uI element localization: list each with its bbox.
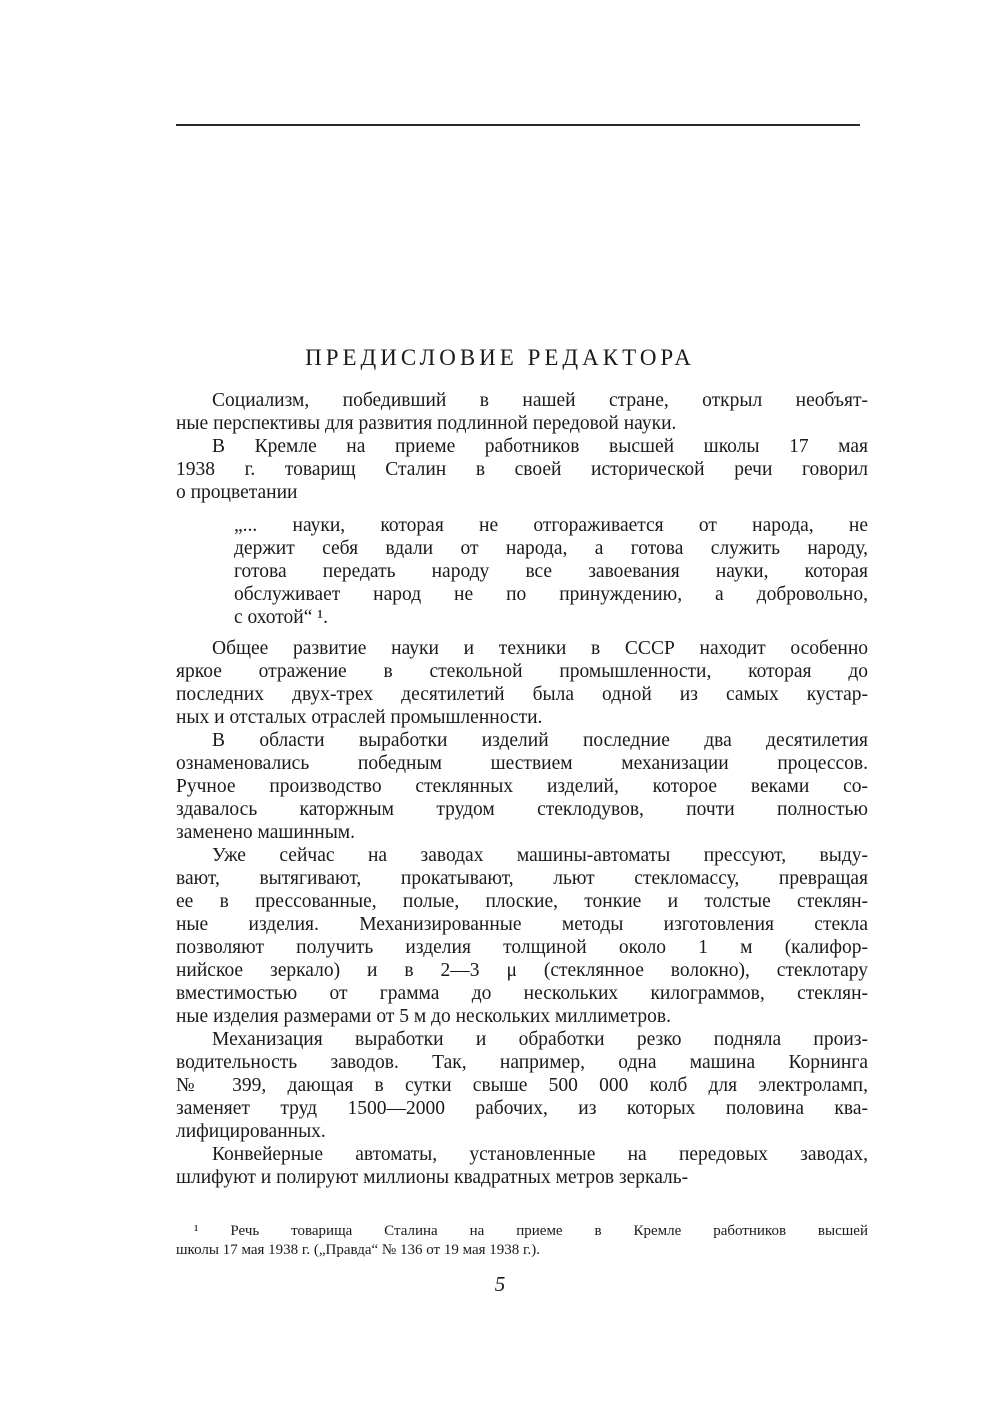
- text-line: заменено машинным.: [176, 822, 356, 843]
- text-line: 1938 г. товарищ Сталин в своей исторической речи говорил: [176, 459, 868, 480]
- text-line: здавалось каторжным трудом стеклодувов, почти полностью: [176, 799, 868, 820]
- text-line: заменяет труд 1500—2000 рабочих, из которых половина ква-: [176, 1098, 868, 1119]
- text-line: ных и отсталых отраслей промышленности.: [176, 707, 543, 728]
- text-line: готова передать народу все завоевания науки, которая: [234, 561, 868, 582]
- text-line: вместимостью от грамма до нескольких килограммов, стеклян-: [176, 983, 868, 1004]
- page-title: ПРЕДИСЛОВИЕ РЕДАКТОРА: [305, 345, 695, 370]
- text-line: Ручное производство стеклянных изделий, которое веками со-: [176, 776, 868, 797]
- text-line: обслуживает народ не по принуждению, а добровольно,: [234, 584, 868, 605]
- text-line: водительность заводов. Так, например, одна машина Корнинга: [176, 1052, 868, 1073]
- text-line: вают, вытягивают, прокатывают, льют стекломассу, превращая: [176, 868, 868, 889]
- footnote-line: школы 17 мая 1938 г. („Правда“ № 136 от 19 мая 1938 г.).: [176, 1242, 540, 1258]
- paragraph: [176, 1143, 868, 1189]
- paragraph: [176, 389, 868, 435]
- footnote: [176, 1222, 868, 1260]
- text-line: Социализм, победивший в нашей стране, открыл необъят-: [212, 390, 868, 411]
- paragraph: [176, 729, 868, 844]
- text-line: нийское зеркало) и в 2—3 μ (стеклянное волокно), стеклотару: [176, 960, 868, 981]
- text-line: ные изделия. Механизированные методы изготовления стекла: [176, 914, 868, 935]
- stalin-quote: [176, 514, 868, 629]
- text-line: Конвейерные автоматы, установленные на передовых заводах,: [212, 1144, 868, 1165]
- paragraph: [176, 844, 868, 1028]
- text-line: ные изделия размерами от 5 м до нескольких миллиметров.: [176, 1006, 671, 1027]
- footnote-line: ¹ Речь товарища Сталина на приеме в Кремле работников высшей: [194, 1223, 868, 1239]
- main-paragraphs: [176, 637, 868, 1189]
- body-text: [176, 389, 868, 1189]
- page-number: 5: [494, 1272, 506, 1296]
- intro-paragraphs: [176, 389, 868, 504]
- text-line: о процветании: [176, 482, 298, 503]
- text-line: позволяют получить изделия толщиной около 1 м (калифор-: [176, 937, 868, 958]
- text-line: лифицированных.: [176, 1121, 326, 1142]
- text-line: последних двух-трех десятилетий была одной из самых кустар-: [176, 684, 868, 705]
- text-line: яркое отражение в стекольной промышленности, которая до: [176, 661, 868, 682]
- text-line: В Кремле на приеме работников высшей школы 17 мая: [212, 436, 868, 457]
- paragraph: [176, 1028, 868, 1143]
- text-line: с охотой“ ¹.: [234, 607, 328, 628]
- text-line: ознаменовались победным шествием механизации процессов.: [176, 753, 868, 774]
- text-line: ные перспективы для развития подлинной передовой науки.: [176, 413, 677, 434]
- text-line: ее в прессованные, полые, плоские, тонкие и толстые стеклян-: [176, 891, 868, 912]
- text-line: Механизация выработки и обработки резко подняла произ-: [212, 1029, 868, 1050]
- text-line: держит себя вдали от народа, а готова служить народу,: [234, 538, 868, 559]
- text-line: № 399, дающая в сутки свыше 500 000 колб для электроламп,: [176, 1075, 868, 1096]
- text-line: Общее развитие науки и техники в СССР находит особенно: [212, 638, 868, 659]
- text-line: В области выработки изделий последние два десятилетия: [212, 730, 868, 751]
- text-line: Уже сейчас на заводах машины-автоматы прессуют, выду-: [212, 845, 868, 866]
- text-line: „... науки, которая не отгораживается от народа, не: [234, 515, 868, 536]
- paragraph: [176, 435, 868, 504]
- text-line: шлифуют и полируют миллионы квадратных метров зеркаль-: [176, 1167, 689, 1188]
- header-rule: [176, 124, 860, 126]
- paragraph: [176, 637, 868, 729]
